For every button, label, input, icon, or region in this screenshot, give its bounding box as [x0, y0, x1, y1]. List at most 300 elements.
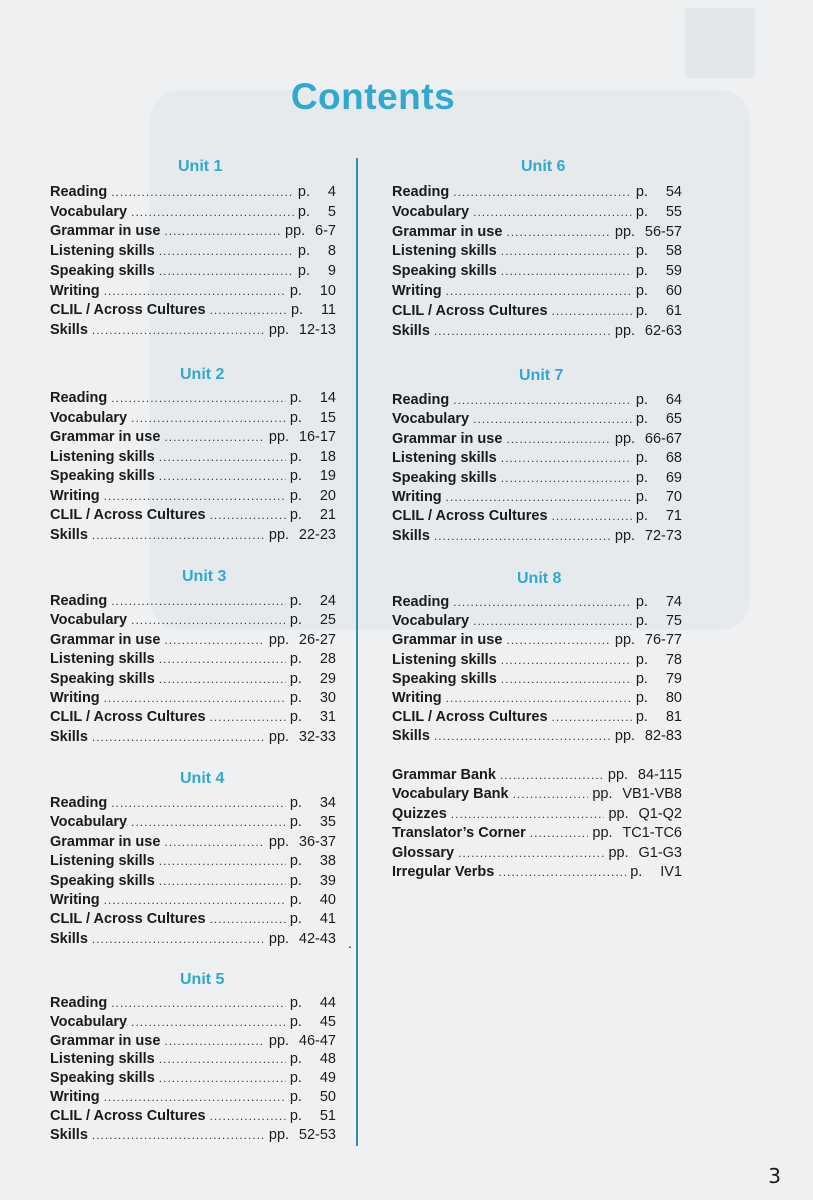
page-ref: 50	[319, 1089, 336, 1105]
entry-label: Writing	[392, 690, 442, 706]
dot-leader	[446, 282, 632, 301]
entry-label: Reading	[50, 795, 108, 811]
entry-label: Speaking skills	[392, 469, 497, 486]
page-prefix: p.	[635, 709, 648, 726]
entry-label: Skills	[50, 321, 88, 338]
toc-entry[interactable]	[50, 222, 336, 241]
toc-entry[interactable]	[392, 223, 682, 242]
toc-entry[interactable]	[50, 448, 336, 467]
entry-label: CLIL / Across Cultures	[392, 709, 548, 726]
page-ref: 12-13	[298, 321, 336, 338]
entry-label: Speaking skills	[50, 468, 155, 484]
toc-entry[interactable]	[50, 282, 336, 301]
toc-entry[interactable]	[50, 1050, 336, 1069]
toc-entry[interactable]	[392, 785, 682, 804]
dot-leader	[210, 301, 287, 320]
page-prefix: p.	[635, 469, 648, 486]
page-prefix: p.	[289, 1089, 302, 1105]
page-ref: 55	[665, 203, 682, 220]
page-prefix: p.	[297, 262, 311, 279]
entry-label: Writing	[50, 1089, 100, 1105]
dot-leader	[458, 844, 604, 863]
page-prefix: pp.	[614, 322, 636, 339]
page-ref: 84-115	[637, 767, 682, 783]
page-ref: 60	[665, 283, 682, 299]
page-prefix: p.	[289, 1107, 302, 1124]
dot-leader	[552, 708, 632, 727]
toc-entry[interactable]	[50, 1088, 336, 1107]
dot-leader	[530, 824, 589, 843]
entry-label: Reading	[392, 184, 450, 200]
page-ref: 39	[319, 872, 336, 889]
page-ref: 69	[665, 469, 682, 486]
toc-entry[interactable]	[50, 389, 336, 408]
page-prefix: p.	[635, 263, 648, 280]
toc-entry[interactable]	[50, 242, 336, 261]
dot-leader	[453, 391, 632, 410]
page-prefix: pp.	[614, 632, 636, 649]
dot-leader	[164, 1032, 264, 1051]
page-prefix: p.	[289, 690, 302, 706]
page-ref: 48	[319, 1051, 336, 1068]
entry-label: Glossary	[392, 844, 455, 861]
page-prefix: p.	[635, 184, 648, 200]
page-ref: 42-43	[298, 930, 336, 947]
dot-leader	[552, 507, 632, 526]
page-ref: 61	[665, 302, 682, 319]
page-ref: 79	[665, 670, 682, 687]
toc-entry[interactable]	[392, 612, 682, 631]
dot-leader	[210, 506, 286, 525]
dot-leader	[210, 708, 286, 727]
page-prefix: p.	[290, 302, 304, 319]
toc-entry[interactable]	[392, 805, 682, 824]
page-prefix: pp.	[268, 321, 290, 338]
toc-entry[interactable]	[50, 526, 336, 545]
toc-entry[interactable]	[392, 844, 682, 863]
page-prefix: p.	[289, 814, 302, 831]
dot-leader	[164, 428, 264, 447]
dot-leader	[92, 321, 265, 340]
toc-entry[interactable]	[50, 611, 336, 630]
dot-leader	[92, 1126, 265, 1145]
toc-entry[interactable]	[50, 813, 336, 832]
entry-label: Grammar Bank	[392, 767, 496, 783]
page-ref: 30	[319, 690, 336, 706]
page-prefix: p.	[289, 1070, 302, 1087]
page-prefix: p.	[635, 670, 648, 687]
page-ref: 9	[327, 262, 336, 279]
entry-label: Listening skills	[50, 243, 155, 260]
page-ref: 8	[327, 243, 336, 260]
toc-entry[interactable]	[50, 1069, 336, 1088]
page-ref: 70	[665, 489, 682, 505]
dot-leader	[446, 488, 632, 507]
toc-entry[interactable]	[392, 651, 682, 670]
toc-entry[interactable]	[50, 1013, 336, 1032]
page-ref: 51	[319, 1107, 336, 1124]
dot-leader	[92, 526, 265, 545]
toc-entry[interactable]	[50, 852, 336, 871]
unit-heading: Unit 6	[521, 158, 566, 175]
dot-leader	[159, 650, 286, 669]
page-prefix: pp.	[268, 833, 290, 850]
dot-leader	[552, 302, 632, 321]
toc-entry[interactable]	[392, 631, 682, 650]
toc-entry[interactable]	[50, 689, 336, 708]
dot-leader	[159, 242, 294, 261]
page-prefix: p.	[289, 1013, 302, 1030]
entry-label: Reading	[50, 184, 108, 200]
page-ref: 66-67	[644, 430, 682, 447]
entry-label: Grammar in use	[392, 430, 503, 447]
page-prefix: p.	[289, 390, 302, 406]
entry-label: Reading	[50, 995, 108, 1011]
page-ref: 40	[319, 892, 336, 908]
entry-label: Skills	[50, 930, 88, 947]
toc-entry[interactable]	[392, 507, 682, 526]
toc-entry[interactable]	[50, 872, 336, 891]
page-prefix: pp.	[614, 430, 636, 447]
page-prefix: p.	[289, 593, 302, 609]
toc-entry[interactable]	[50, 592, 336, 611]
dot-leader	[501, 651, 632, 670]
entry-label: Reading	[392, 392, 450, 408]
dot-leader	[131, 611, 286, 630]
toc-entry[interactable]	[392, 410, 682, 429]
toc-entry[interactable]	[392, 282, 682, 301]
toc-entry[interactable]	[50, 203, 336, 222]
dot-leader	[506, 223, 610, 242]
toc-entry[interactable]	[392, 708, 682, 727]
toc-entry[interactable]	[50, 650, 336, 669]
toc-entry[interactable]	[50, 487, 336, 506]
page-prefix: pp.	[608, 844, 629, 861]
dot-leader	[92, 930, 265, 949]
page-prefix: p.	[635, 594, 648, 610]
dot-leader	[131, 203, 294, 222]
page-prefix: pp.	[592, 786, 613, 803]
dot-leader	[164, 833, 264, 852]
page-prefix: pp.	[608, 805, 629, 822]
dot-leader	[453, 593, 632, 612]
page-prefix: pp.	[285, 223, 306, 240]
entry-label: Grammar in use	[50, 833, 161, 850]
toc-entry[interactable]	[50, 262, 336, 281]
page-ref: 46-47	[298, 1032, 336, 1049]
page-ref: 64	[665, 392, 682, 408]
page-ref: 54	[665, 184, 682, 200]
dot-leader	[501, 242, 632, 261]
toc-entry[interactable]	[392, 527, 682, 546]
toc-entry[interactable]	[50, 708, 336, 727]
page-prefix: p.	[289, 409, 302, 426]
page-ref: 20	[319, 487, 336, 504]
toc-entry[interactable]	[50, 794, 336, 813]
entry-label: Vocabulary Bank	[392, 786, 509, 803]
page-ref: 71	[665, 508, 682, 525]
page-ref: 75	[665, 613, 682, 630]
dot-leader	[111, 794, 286, 813]
entry-label: CLIL / Across Cultures	[50, 911, 206, 928]
page-ref: Q1-Q2	[638, 805, 682, 822]
entry-label: Vocabulary	[50, 612, 128, 629]
toc-entry[interactable]	[392, 488, 682, 507]
page-prefix: p.	[289, 282, 302, 299]
entry-label: Skills	[50, 1126, 88, 1143]
dot-leader	[104, 1088, 286, 1107]
toc-entry[interactable]	[50, 321, 336, 340]
page-ref: 72-73	[644, 527, 682, 544]
entry-label: Writing	[50, 892, 100, 908]
page-prefix: pp.	[268, 728, 290, 745]
toc-entry[interactable]	[392, 242, 682, 261]
dot-leader	[159, 448, 286, 467]
entry-label: Grammar in use	[50, 631, 161, 648]
page-ref: 31	[319, 709, 336, 726]
page-prefix: p.	[289, 448, 302, 465]
toc-entry[interactable]	[50, 930, 336, 949]
dot-leader	[434, 527, 611, 546]
entry-label: Skills	[392, 527, 430, 544]
entry-label: Speaking skills	[50, 872, 155, 889]
page-prefix: pp.	[614, 527, 636, 544]
page-ref: 59	[665, 263, 682, 280]
entry-label: Vocabulary	[392, 411, 470, 428]
page-prefix: p.	[635, 283, 648, 299]
unit-heading: Unit 5	[180, 971, 225, 988]
entry-label: Reading	[392, 594, 450, 610]
unit-heading: Unit 2	[180, 366, 225, 383]
dot-leader	[501, 449, 632, 468]
page-prefix: p.	[297, 203, 311, 220]
toc-entry[interactable]	[392, 430, 682, 449]
toc-entry[interactable]	[50, 301, 336, 320]
entry-label: Listening skills	[392, 651, 497, 668]
entry-label: CLIL / Across Cultures	[392, 508, 548, 525]
dot-leader	[104, 282, 286, 301]
divider-dot: .	[348, 935, 352, 951]
toc-entry[interactable]	[50, 409, 336, 428]
toc-entry[interactable]	[50, 1032, 336, 1051]
page-ref: 82-83	[644, 728, 682, 745]
page-ref: 58	[665, 243, 682, 260]
entry-label: Grammar in use	[50, 429, 161, 445]
dot-leader	[506, 430, 610, 449]
dot-leader	[451, 805, 605, 824]
dot-leader	[434, 727, 611, 746]
entry-label: Skills	[50, 728, 88, 745]
dot-leader	[473, 203, 632, 222]
toc-entry[interactable]	[392, 262, 682, 281]
page-ref: VB1-VB8	[622, 786, 682, 803]
entry-label: Writing	[50, 690, 100, 706]
entry-label: Writing	[50, 282, 100, 299]
dot-leader	[159, 852, 286, 871]
dot-leader	[210, 910, 286, 929]
page-prefix: p.	[635, 690, 648, 706]
page-prefix: p.	[630, 864, 643, 880]
dot-leader	[164, 631, 264, 650]
toc-entry[interactable]	[50, 631, 336, 650]
page-ref: 15	[319, 409, 336, 426]
toc-entry[interactable]	[50, 910, 336, 929]
toc-entry[interactable]	[50, 670, 336, 689]
page-ref: 81	[665, 709, 682, 726]
entry-label: CLIL / Across Cultures	[50, 1107, 206, 1124]
toc-entry[interactable]	[50, 183, 336, 202]
entry-label: Writing	[392, 489, 442, 505]
toc-entry[interactable]	[392, 203, 682, 222]
entry-label: Listening skills	[50, 448, 155, 465]
dot-leader	[506, 631, 610, 650]
entry-label: Irregular Verbs	[392, 864, 495, 880]
toc-entry[interactable]	[392, 183, 682, 202]
page-ref: 26-27	[298, 631, 336, 648]
dot-leader	[434, 322, 611, 341]
dot-leader	[159, 467, 286, 486]
page-prefix: p.	[289, 872, 302, 889]
page-prefix: p.	[635, 613, 648, 630]
page-prefix: p.	[635, 489, 648, 505]
dot-leader	[446, 689, 632, 708]
unit-heading: Unit 8	[517, 570, 562, 587]
dot-leader	[111, 592, 286, 611]
page-prefix: p.	[289, 651, 302, 668]
entry-label: Grammar in use	[50, 223, 161, 240]
entry-label: Vocabulary	[50, 1013, 128, 1030]
dot-leader	[111, 183, 294, 202]
toc-entry[interactable]	[50, 1107, 336, 1126]
page-prefix: p.	[635, 411, 648, 428]
toc-entry[interactable]	[392, 670, 682, 689]
page-prefix: p.	[289, 853, 302, 870]
entry-label: Listening skills	[392, 450, 497, 467]
page-ref: 65	[665, 411, 682, 428]
page-prefix: p.	[289, 670, 302, 687]
page-ref: 25	[319, 612, 336, 629]
page-ref: 56-57	[644, 223, 682, 240]
unit-heading: Unit 1	[178, 158, 223, 175]
entry-label: Listening skills	[392, 243, 497, 260]
page-ref: 24	[319, 593, 336, 609]
page-ref: IV1	[660, 864, 682, 880]
toc-entry[interactable]	[392, 391, 682, 410]
entry-label: Writing	[392, 283, 442, 299]
page-ref: 74	[665, 594, 682, 610]
toc-entry[interactable]	[392, 863, 682, 882]
page-ref: 35	[319, 814, 336, 831]
dot-leader	[104, 487, 286, 506]
page-ref: G1-G3	[638, 844, 682, 861]
page-prefix: p.	[635, 302, 648, 319]
entry-label: CLIL / Across Cultures	[50, 507, 206, 523]
page-prefix: p.	[289, 995, 302, 1011]
dot-leader	[111, 994, 286, 1013]
page-ref: 36-37	[298, 833, 336, 850]
toc-entry[interactable]	[392, 766, 682, 785]
entry-label: Reading	[50, 390, 108, 406]
page-prefix: pp.	[607, 767, 629, 783]
toc-entry[interactable]	[392, 593, 682, 612]
entry-label: Vocabulary	[50, 409, 128, 426]
toc-entry[interactable]	[50, 467, 336, 486]
page-ref: 16-17	[298, 429, 336, 445]
entry-label: Vocabulary	[392, 203, 470, 220]
toc-entry[interactable]	[50, 506, 336, 525]
dot-leader	[131, 409, 286, 428]
toc-entry[interactable]	[392, 689, 682, 708]
unit-heading: Unit 4	[180, 770, 225, 787]
page-prefix: pp.	[268, 1032, 290, 1049]
toc-entry[interactable]	[50, 1126, 336, 1145]
page-ref: TC1-TC6	[622, 825, 682, 842]
toc-entry[interactable]	[50, 428, 336, 447]
entry-label: Listening skills	[50, 853, 155, 870]
page-ref: 68	[665, 450, 682, 467]
toc-entry[interactable]	[50, 833, 336, 852]
toc-entry[interactable]	[392, 449, 682, 468]
page-ref: 11	[320, 302, 336, 319]
page-ref: 21	[319, 507, 336, 523]
page-ref: 44	[319, 995, 336, 1011]
entry-label: Speaking skills	[50, 1070, 155, 1087]
dot-leader	[159, 872, 286, 891]
dot-leader	[473, 612, 632, 631]
page-prefix: p.	[289, 892, 302, 908]
dot-leader	[500, 766, 604, 785]
page-ref: 34	[319, 795, 336, 811]
page-prefix: p.	[289, 911, 302, 928]
dot-leader	[92, 728, 265, 747]
column-divider	[356, 158, 358, 1146]
entry-label: Speaking skills	[392, 670, 497, 687]
toc-entry[interactable]	[50, 728, 336, 747]
dot-leader	[501, 262, 632, 281]
entry-label: Reading	[50, 593, 108, 609]
page-prefix: pp.	[614, 223, 636, 240]
page-ref: 78	[665, 651, 682, 668]
entry-label: Listening skills	[50, 1051, 155, 1068]
page-ref: 29	[319, 670, 336, 687]
toc-entry[interactable]	[392, 302, 682, 321]
page-ref: 32-33	[298, 728, 336, 745]
page-prefix: p.	[635, 203, 648, 220]
entry-label: Grammar in use	[392, 632, 503, 649]
dot-leader	[159, 670, 286, 689]
page-ref: 19	[319, 468, 336, 484]
page-prefix: p.	[289, 1051, 302, 1068]
toc-entry[interactable]	[392, 824, 682, 843]
toc-entry[interactable]	[392, 322, 682, 341]
page-prefix: p.	[289, 487, 302, 504]
page-prefix: p.	[297, 243, 311, 260]
page-ref: 45	[319, 1013, 336, 1030]
toc-entry[interactable]	[392, 727, 682, 746]
entry-label: Writing	[50, 487, 100, 504]
page-prefix: p.	[289, 507, 302, 523]
entry-label: Speaking skills	[392, 263, 497, 280]
toc-entry[interactable]	[50, 891, 336, 910]
page-ref: 28	[319, 651, 336, 668]
entry-label: Vocabulary	[50, 814, 128, 831]
toc-entry[interactable]	[392, 469, 682, 488]
entry-label: Listening skills	[50, 651, 155, 668]
toc-entry[interactable]	[50, 994, 336, 1013]
page-title: Contents	[290, 76, 456, 117]
entry-label: Grammar in use	[392, 223, 503, 240]
page-number: 3	[768, 1164, 781, 1188]
